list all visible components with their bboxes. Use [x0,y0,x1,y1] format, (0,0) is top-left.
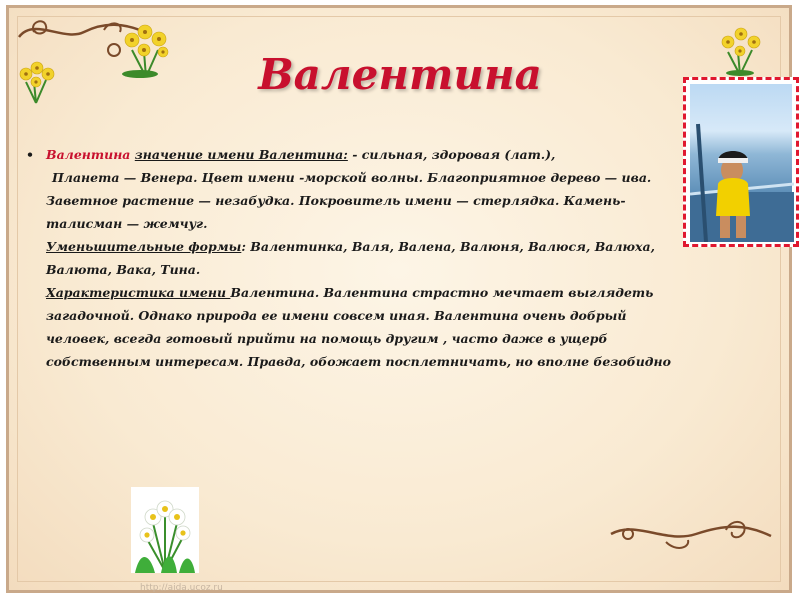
text-line-5 [46,235,718,258]
intro-name: Валентина [46,147,131,162]
character-label: Характеристика имени [46,285,231,300]
text-line-1 [46,143,718,166]
text-line-9: человек, всегда готовый прийти на помощь другим , часто даже в ущерб [46,331,608,346]
diminutive-label: Уменьшительные формы [46,239,242,254]
bullet-icon: • [26,147,34,162]
photo-scene-icon [690,84,794,242]
text-line-2: Планета — Венера. Цвет имени -морской волны. Благоприятное дерево — ива. [52,170,652,185]
text-line-6: Валюта, Вака, Тина. [46,262,201,277]
daisy-flowers-image [131,487,199,573]
character-text: Валентина. Валентина страстно мечтает выглядеть [230,285,654,300]
scroll-ornament-bottom-right-icon [606,512,776,557]
slide-title: Валентина [258,50,542,99]
text-line-4: талисман — жемчуг. [46,216,208,231]
daisy-icon [131,487,199,573]
diminutive-values: : Валентинка, Валя, Валена, Валюня, Валюся, Валюха, [241,239,655,254]
main-paragraph [28,143,718,373]
girl-photo [690,84,792,240]
text-line-7 [46,281,718,304]
text-line-8: загадочной. Однако природа ее имени совсем иная. Валентина очень добрый [46,308,627,323]
text-line-10: собственным интересам. Правда, обожает посплетничать, но вполне безобидно [46,354,671,369]
text-line-3: Заветное растение — незабудка. Покровитель имени — стерлядка. Камень- [46,193,626,208]
intro-meaning: - сильная, здоровая (лат.), [347,147,556,162]
intro-meaning-label: значение имени Валентина: [134,147,348,162]
photo-frame [683,77,799,247]
watermark-text: http://aida.ucoz.ru [140,583,223,593]
